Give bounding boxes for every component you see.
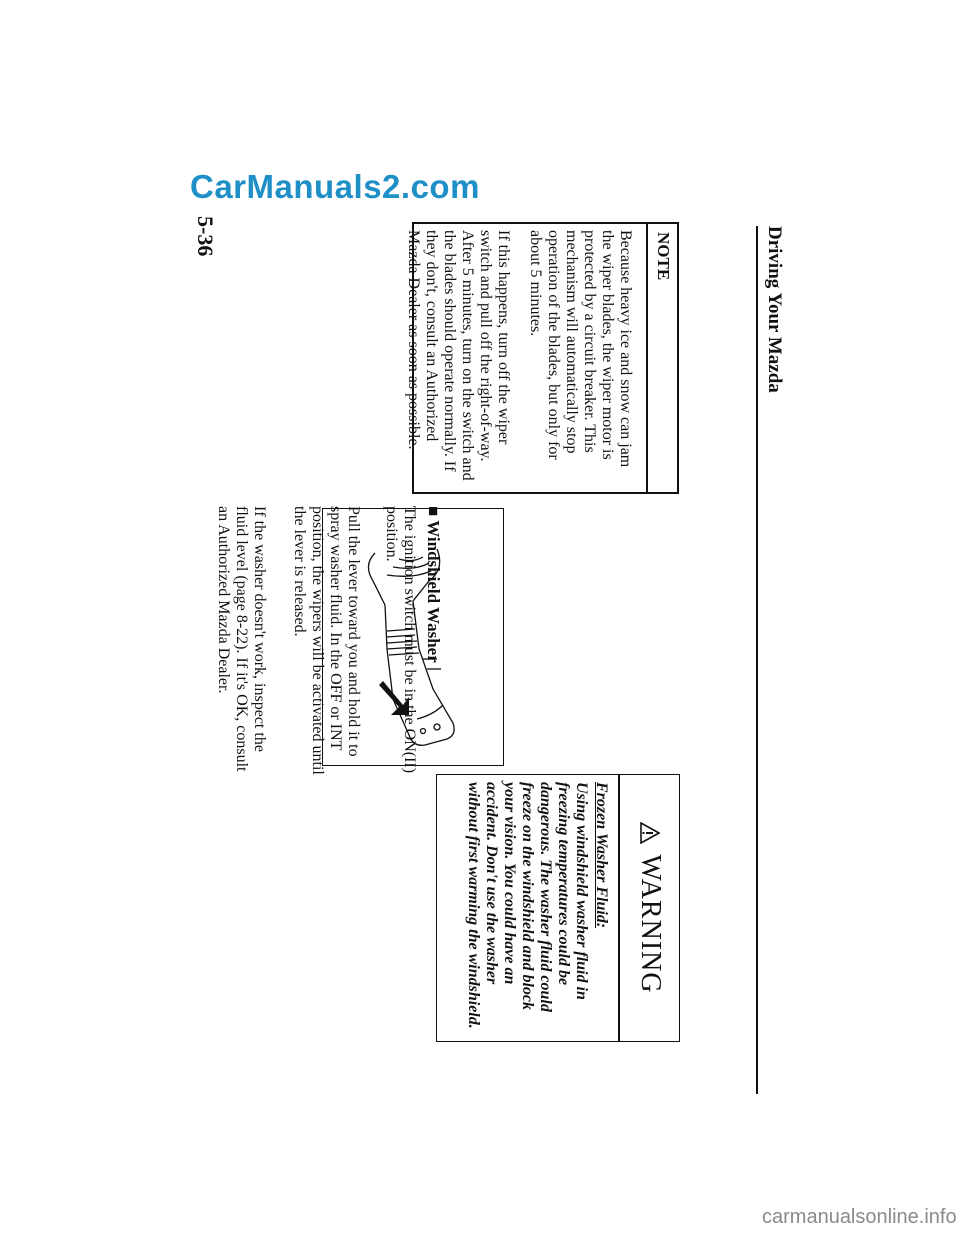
section-paragraph-2: Pull the lever toward you and hold it to spray washer fluid. In the OFF or INT position, the wipers will be activated until the lever is released. [291,506,362,775]
section-paragraph-3: If the washer doesn't work, inspect the fluid level (page 8-22). If it's OK, consult an Authorized Mazda Dealer. [215,506,268,772]
warning-title: WARNING [635,854,666,994]
note-divider [646,222,648,494]
section-bullet-icon: ■ [424,506,443,517]
watermark-top[interactable]: CarManuals2.com [190,168,480,205]
section-paragraph-1: The ignition switch must be in the ON(II) position. [383,506,418,774]
section-heading-text: Windshield Washer [424,520,443,663]
section-heading [424,506,442,776]
warning-triangle-icon [640,822,660,844]
page-header-title: Driving Your Mazda [764,226,785,393]
page-number: 5-36 [193,216,218,257]
note-body [390,230,634,486]
warning-subtitle: Frozen Washer Fluid: [593,782,610,929]
warning-body: Using windshield washer fluid in freezing temperatures could be dangerous. The washer fluid could freeze on the windshield and block your vision. You could have an accident. Don't use the washer without first warming the windshield. [465,782,590,1029]
warning-divider [618,774,620,1042]
note-title: NOTE [654,232,673,281]
note-paragraph-2: If this happens, turn off the wiper switch and pull off the right-of-way. After 5 minutes, turn on the switch and the blades should operate normally. If they don't, consult an Authorized Mazda Dealer as soon as possible. [405,230,512,481]
washer-section [364,506,442,776]
watermark-bottom[interactable]: carmanualsonline.info [762,1206,957,1228]
header-rule [756,226,758,1094]
warning-header [620,774,680,1042]
note-paragraph-1: Because heavy ice and snow can jam the wiper blades, the wiper motor is protected by a circuit breaker. This mechanism will automatically stop operation of the blades, but only for about 5 minutes. [527,230,634,468]
